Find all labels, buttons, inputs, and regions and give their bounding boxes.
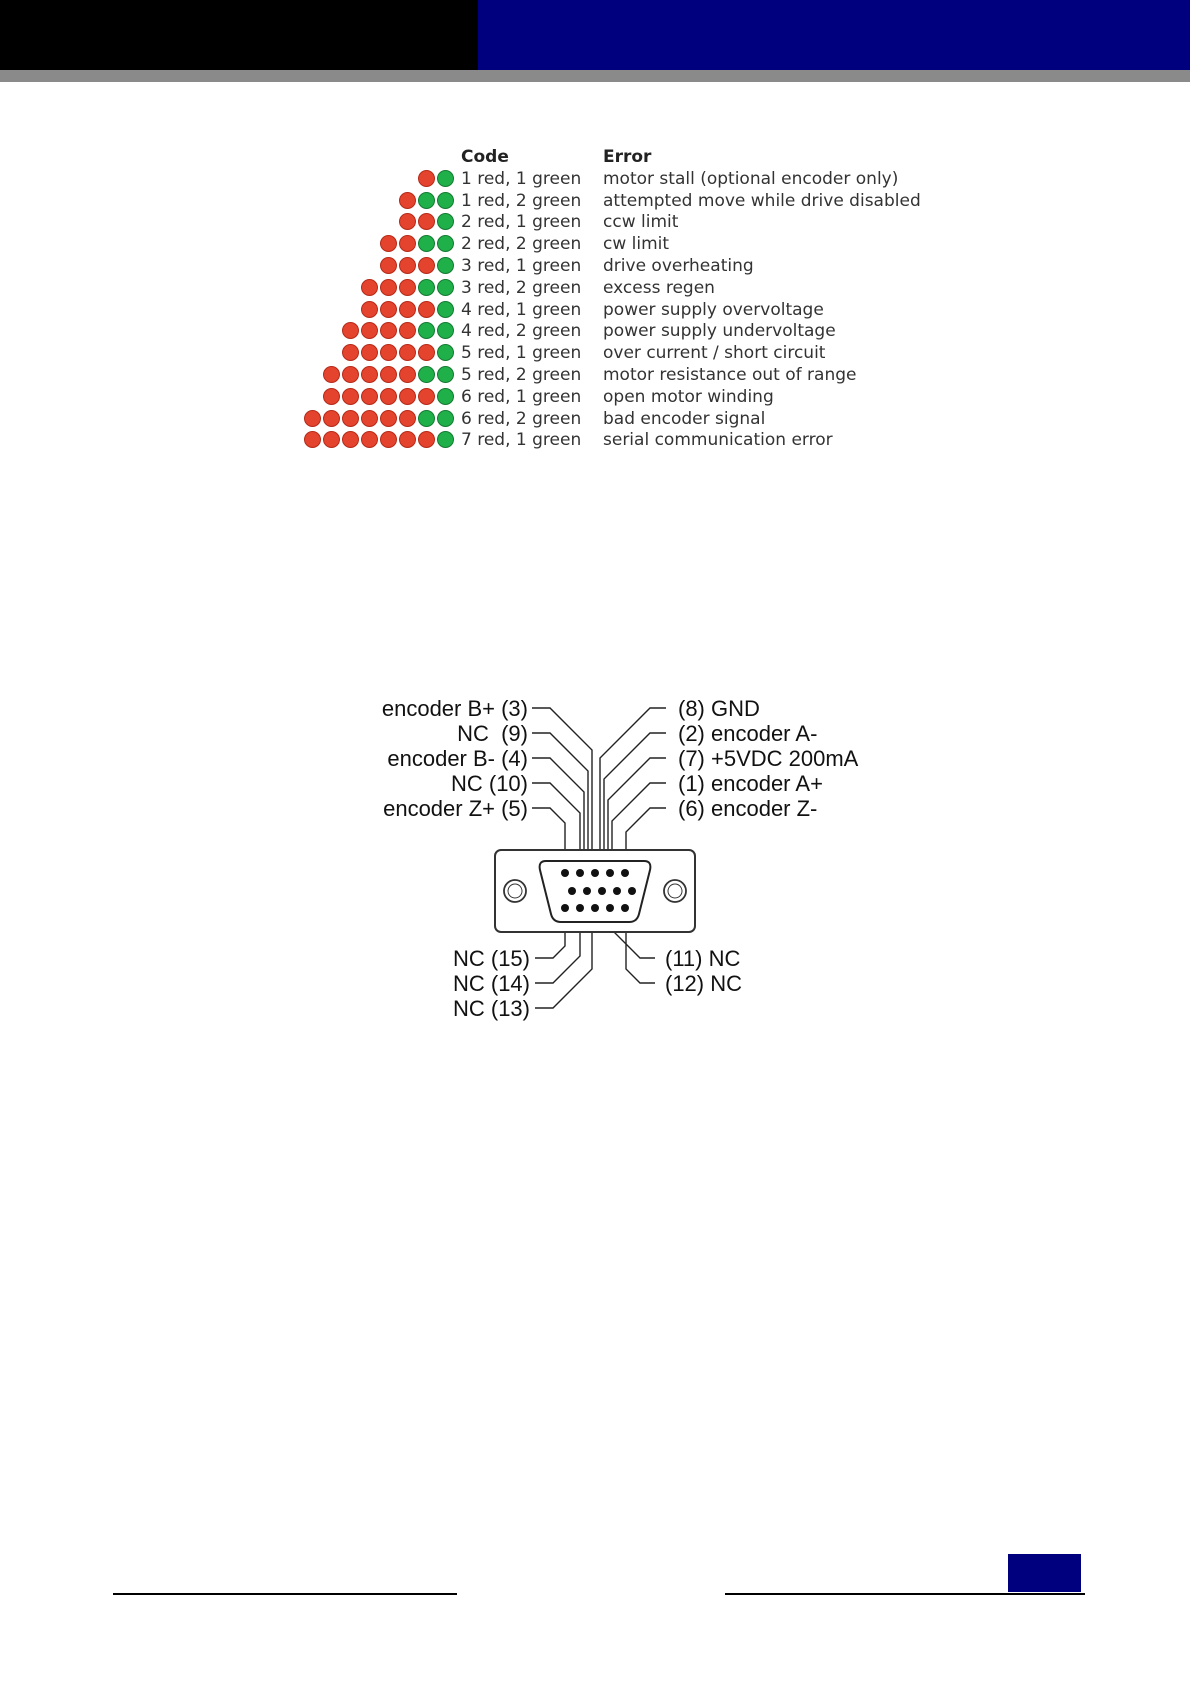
red-led-dot	[380, 301, 397, 318]
error-table-body	[0, 168, 1190, 451]
red-led-dot	[418, 301, 435, 318]
green-led-dot	[437, 410, 454, 427]
green-led-dot	[437, 431, 454, 448]
red-led-dot	[399, 388, 416, 405]
red-led-dot	[380, 235, 397, 252]
pin-label-encoder-a-plus: (1) encoder A+	[678, 771, 823, 796]
green-led-dot	[437, 322, 454, 339]
red-led-dot	[323, 388, 340, 405]
error-code-label: 6 red, 2 green	[461, 408, 582, 429]
error-table-row	[0, 429, 1190, 451]
red-led-dot	[361, 301, 378, 318]
red-led-dot	[418, 213, 435, 230]
error-code-label: 3 red, 2 green	[461, 277, 582, 298]
error-code-label: 2 red, 2 green	[461, 234, 582, 255]
red-led-dot	[399, 235, 416, 252]
green-led-dot	[418, 192, 435, 209]
red-led-dot	[418, 431, 435, 448]
led-blink-pattern	[399, 213, 454, 231]
pin-label-encoder-b-plus: encoder B+ (3)	[381, 696, 528, 721]
error-code-label: 7 red, 1 green	[461, 430, 582, 451]
led-blink-pattern	[418, 170, 454, 188]
pin-label-nc-13: NC (13)	[452, 996, 530, 1021]
led-blink-pattern	[342, 344, 454, 362]
green-led-dot	[437, 192, 454, 209]
error-code-label: 4 red, 1 green	[461, 299, 582, 320]
pin-label-nc-9: NC (9)	[457, 721, 528, 746]
footer-rule-left	[113, 1593, 457, 1595]
error-table-row	[0, 211, 1190, 233]
pin-label-encoder-a-minus: (2) encoder A-	[678, 721, 818, 746]
red-led-dot	[342, 344, 359, 361]
error-description: over current / short circuit	[603, 343, 826, 364]
error-description: power supply undervoltage	[603, 321, 836, 342]
led-blink-pattern	[342, 322, 454, 340]
error-code-label: 5 red, 1 green	[461, 343, 582, 364]
pin-label-nc-12: (12) NC	[665, 971, 743, 996]
error-column-header: Error	[603, 147, 652, 167]
error-description: power supply overvoltage	[603, 299, 824, 320]
error-table-row	[0, 408, 1190, 430]
error-table-row	[0, 168, 1190, 190]
error-table-row	[0, 190, 1190, 212]
red-led-dot	[342, 366, 359, 383]
red-led-dot	[380, 410, 397, 427]
green-led-dot	[437, 279, 454, 296]
green-led-dot	[437, 366, 454, 383]
error-table-row	[0, 277, 1190, 299]
header-blue-band	[478, 0, 1190, 70]
error-description: serial communication error	[603, 430, 833, 451]
green-led-dot	[418, 235, 435, 252]
red-led-dot	[380, 366, 397, 383]
error-description: drive overheating	[603, 255, 754, 276]
error-table-row	[0, 299, 1190, 321]
error-table-row	[0, 320, 1190, 342]
led-blink-pattern	[380, 257, 454, 275]
red-led-dot	[399, 192, 416, 209]
pin-label-nc-11: (11) NC	[665, 946, 741, 971]
red-led-dot	[380, 257, 397, 274]
red-led-dot	[342, 410, 359, 427]
pin-label-nc-14: NC (14)	[452, 971, 530, 996]
led-error-code-table	[0, 146, 1190, 451]
green-led-dot	[418, 410, 435, 427]
red-led-dot	[418, 388, 435, 405]
led-blink-pattern	[323, 388, 454, 406]
red-led-dot	[399, 213, 416, 230]
red-led-dot	[361, 366, 378, 383]
error-description: motor stall (optional encoder only)	[603, 168, 899, 189]
red-led-dot	[304, 410, 321, 427]
red-led-dot	[361, 279, 378, 296]
header-black-band	[0, 0, 478, 70]
red-led-dot	[323, 366, 340, 383]
red-led-dot	[342, 431, 359, 448]
led-blink-pattern	[304, 431, 454, 449]
error-code-label: 3 red, 1 green	[461, 255, 582, 276]
led-blink-pattern	[399, 192, 454, 210]
red-led-dot	[399, 301, 416, 318]
pin-label-encoder-b-minus: encoder B- (4)	[387, 746, 528, 771]
error-code-label: 1 red, 2 green	[461, 190, 582, 211]
green-led-dot	[418, 366, 435, 383]
error-description: motor resistance out of range	[603, 364, 857, 385]
pin-label-nc-10: NC (10)	[450, 771, 528, 796]
red-led-dot	[418, 257, 435, 274]
db15-connector	[495, 850, 695, 932]
error-description: bad encoder signal	[603, 408, 766, 429]
green-led-dot	[437, 301, 454, 318]
error-table-header	[0, 146, 1190, 168]
error-code-label: 6 red, 1 green	[461, 386, 582, 407]
error-description: attempted move while drive disabled	[603, 190, 921, 211]
led-blink-pattern	[304, 410, 454, 428]
red-led-dot	[418, 170, 435, 187]
red-led-dot	[380, 431, 397, 448]
red-led-dot	[380, 388, 397, 405]
green-led-dot	[418, 279, 435, 296]
red-led-dot	[361, 388, 378, 405]
green-led-dot	[437, 170, 454, 187]
db15-connector-pinout-diagram	[360, 690, 860, 1040]
red-led-dot	[380, 322, 397, 339]
red-led-dot	[399, 366, 416, 383]
footer-rule-right	[725, 1593, 1085, 1595]
red-led-dot	[399, 322, 416, 339]
green-led-dot	[437, 213, 454, 230]
red-led-dot	[361, 344, 378, 361]
error-table-row	[0, 364, 1190, 386]
led-blink-pattern	[380, 235, 454, 253]
red-led-dot	[399, 344, 416, 361]
pin-label-encoder-z-minus: (6) encoder Z-	[678, 796, 818, 821]
error-table-row	[0, 386, 1190, 408]
red-led-dot	[418, 344, 435, 361]
led-blink-pattern	[323, 366, 454, 384]
error-table-row	[0, 233, 1190, 255]
red-led-dot	[304, 431, 321, 448]
red-led-dot	[342, 322, 359, 339]
error-code-label: 5 red, 2 green	[461, 364, 582, 385]
green-led-dot	[437, 344, 454, 361]
green-led-dot	[437, 388, 454, 405]
green-led-dot	[437, 257, 454, 274]
green-led-dot	[437, 235, 454, 252]
pin-label-gnd: (8) GND	[678, 696, 760, 721]
red-led-dot	[380, 279, 397, 296]
red-led-dot	[361, 322, 378, 339]
error-code-label: 4 red, 2 green	[461, 321, 582, 342]
pin-label-5vdc: (7) +5VDC 200mA	[678, 746, 859, 771]
error-table-row	[0, 255, 1190, 277]
error-description: cw limit	[603, 234, 670, 255]
pin-label-nc-15: NC (15)	[452, 946, 530, 971]
green-led-dot	[418, 322, 435, 339]
error-code-label: 2 red, 1 green	[461, 212, 582, 233]
red-led-dot	[361, 410, 378, 427]
red-led-dot	[361, 431, 378, 448]
red-led-dot	[399, 279, 416, 296]
red-led-dot	[323, 410, 340, 427]
page-number-box	[1008, 1554, 1081, 1592]
error-description: open motor winding	[603, 386, 774, 407]
red-led-dot	[399, 431, 416, 448]
error-table-row	[0, 342, 1190, 364]
red-led-dot	[342, 388, 359, 405]
header-grey-rule	[0, 70, 1190, 82]
red-led-dot	[380, 344, 397, 361]
red-led-dot	[399, 410, 416, 427]
led-blink-pattern	[361, 279, 454, 297]
led-blink-pattern	[361, 301, 454, 319]
code-column-header: Code	[461, 147, 509, 167]
error-description: ccw limit	[603, 212, 679, 233]
red-led-dot	[323, 431, 340, 448]
error-description: excess regen	[603, 277, 715, 298]
pin-label-encoder-z-plus: encoder Z+ (5)	[383, 796, 528, 821]
red-led-dot	[399, 257, 416, 274]
error-code-label: 1 red, 1 green	[461, 168, 582, 189]
